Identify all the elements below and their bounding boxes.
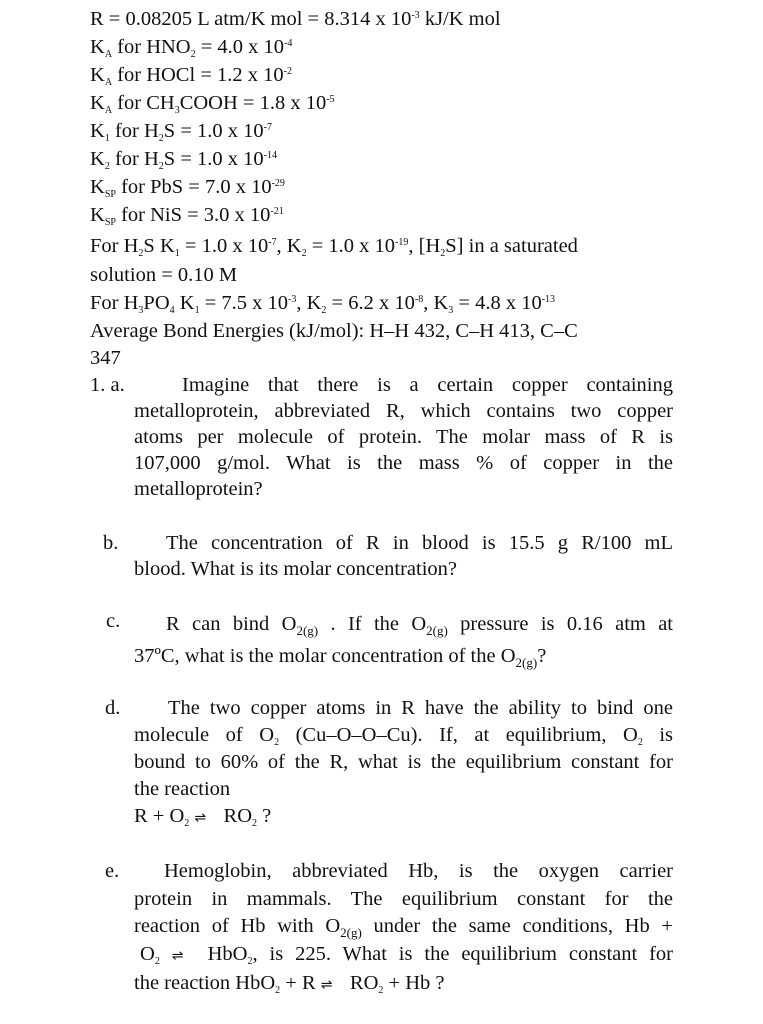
- h3po4-line: For $H_3PO_4$ $K_1 = 7.5$ x $10^{-3}$, $K_2 = 6.2$ x $10^{-8}$, $K_3 = 4.8$ x $10^{-13}$: [90, 292, 556, 316]
- h2s-saturated-line-2: solution = 0.10 M: [90, 264, 238, 286]
- question-a-text: Imagine that there is a certain copper containing metalloprotein, abbreviated R, which contains two copper atoms per molecule of protein. The molar mass of R is 107,000 g/mol. What is the mass % of copper in the metalloprotein?: [134, 374, 673, 500]
- question-c-text: R can bind $O_{2(g)}$ . If the $O_{2(g)}$ pressure is 0.16 atm at 37ºC, what is the molar concentration of the $O_{2(g)}$?: [134, 613, 673, 670]
- question-d-label: d.: [105, 697, 121, 719]
- ka-hno2-line: $K_A$ for $HNO_2 = 4.0$ x $10^{-4}$: [90, 36, 293, 60]
- question-d-text: The two copper atoms in R have the ability to bind one molecule of $O_2$ (Cu–O–O–Cu). If, at equilibrium, $O_2$ is bound to 60% of the R, what is the equilibrium constant for the reaction $R + O_2$ ⇌ $RO_2$ ?: [134, 695, 673, 832]
- question-d-equation: $R + O_2$ ⇌ $RO_2$ ?: [134, 803, 673, 832]
- ksp-pbs-line: $K_{SP}$ for PbS = 7.0 x $10^{-29}$: [90, 176, 285, 200]
- gas-constant-line: R = 0.08205 L atm/K mol = 8.314 x $10^{-3}$ kJ/K mol: [90, 8, 501, 30]
- ksp-nis-line: $K_{SP}$ for NiS = 3.0 x $10^{-21}$: [90, 204, 284, 228]
- equilibrium-arrow-icon: ⇌: [171, 947, 184, 964]
- equilibrium-arrow-icon: ⇌: [320, 977, 333, 993]
- k2-h2s-line: $K_2$ for $H_2S = 1.0$ x $10^{-14}$: [90, 148, 277, 172]
- question-e-text: Hemoglobin, abbreviated Hb, is the oxygen carrier protein in mammals. The equilibrium constant for the reaction of Hb with $O_{2(g)}$ under the same conditions, Hb + $O_2$ ⇌ HbO$_2$, is 225. What is the equilibrium constant for the reaction HbO$_2$ + R ⇌ $RO_2 + Hb$ ?: [134, 858, 673, 1000]
- ka-ch3cooh-line: $K_A$ for $CH_3COOH = 1.8$ x $10^{-5}$: [90, 92, 335, 116]
- question-b-label: b.: [103, 532, 119, 554]
- k1-h2s-line: $K_1$ for $H_2S = 1.0$ x $10^{-7}$: [90, 120, 272, 144]
- question-b-text: The concentration of R in blood is 15.5 g R/100 mL blood. What is its molar concentration?: [134, 532, 673, 580]
- equilibrium-arrow-icon: ⇌: [194, 810, 207, 826]
- question-e-label: e.: [105, 860, 120, 882]
- bond-energies-line: Average Bond Energies (kJ/mol): H–H 432, C–H 413, C–C: [90, 320, 578, 342]
- h2s-saturated-line: For $H_2S$ $K_1 = 1.0$ x $10^{-7}$, $K_2 = 1.0$ x $10^{-19}$, $[H_2S]$ in a saturated: [90, 235, 578, 259]
- ka-hocl-line: $K_A$ for HOCl = 1.2 x $10^{-2}$: [90, 64, 292, 88]
- bond-energies-line-2: 347: [90, 347, 121, 369]
- question-c-label: c.: [106, 610, 121, 632]
- question-a-label: 1. a.: [90, 374, 125, 396]
